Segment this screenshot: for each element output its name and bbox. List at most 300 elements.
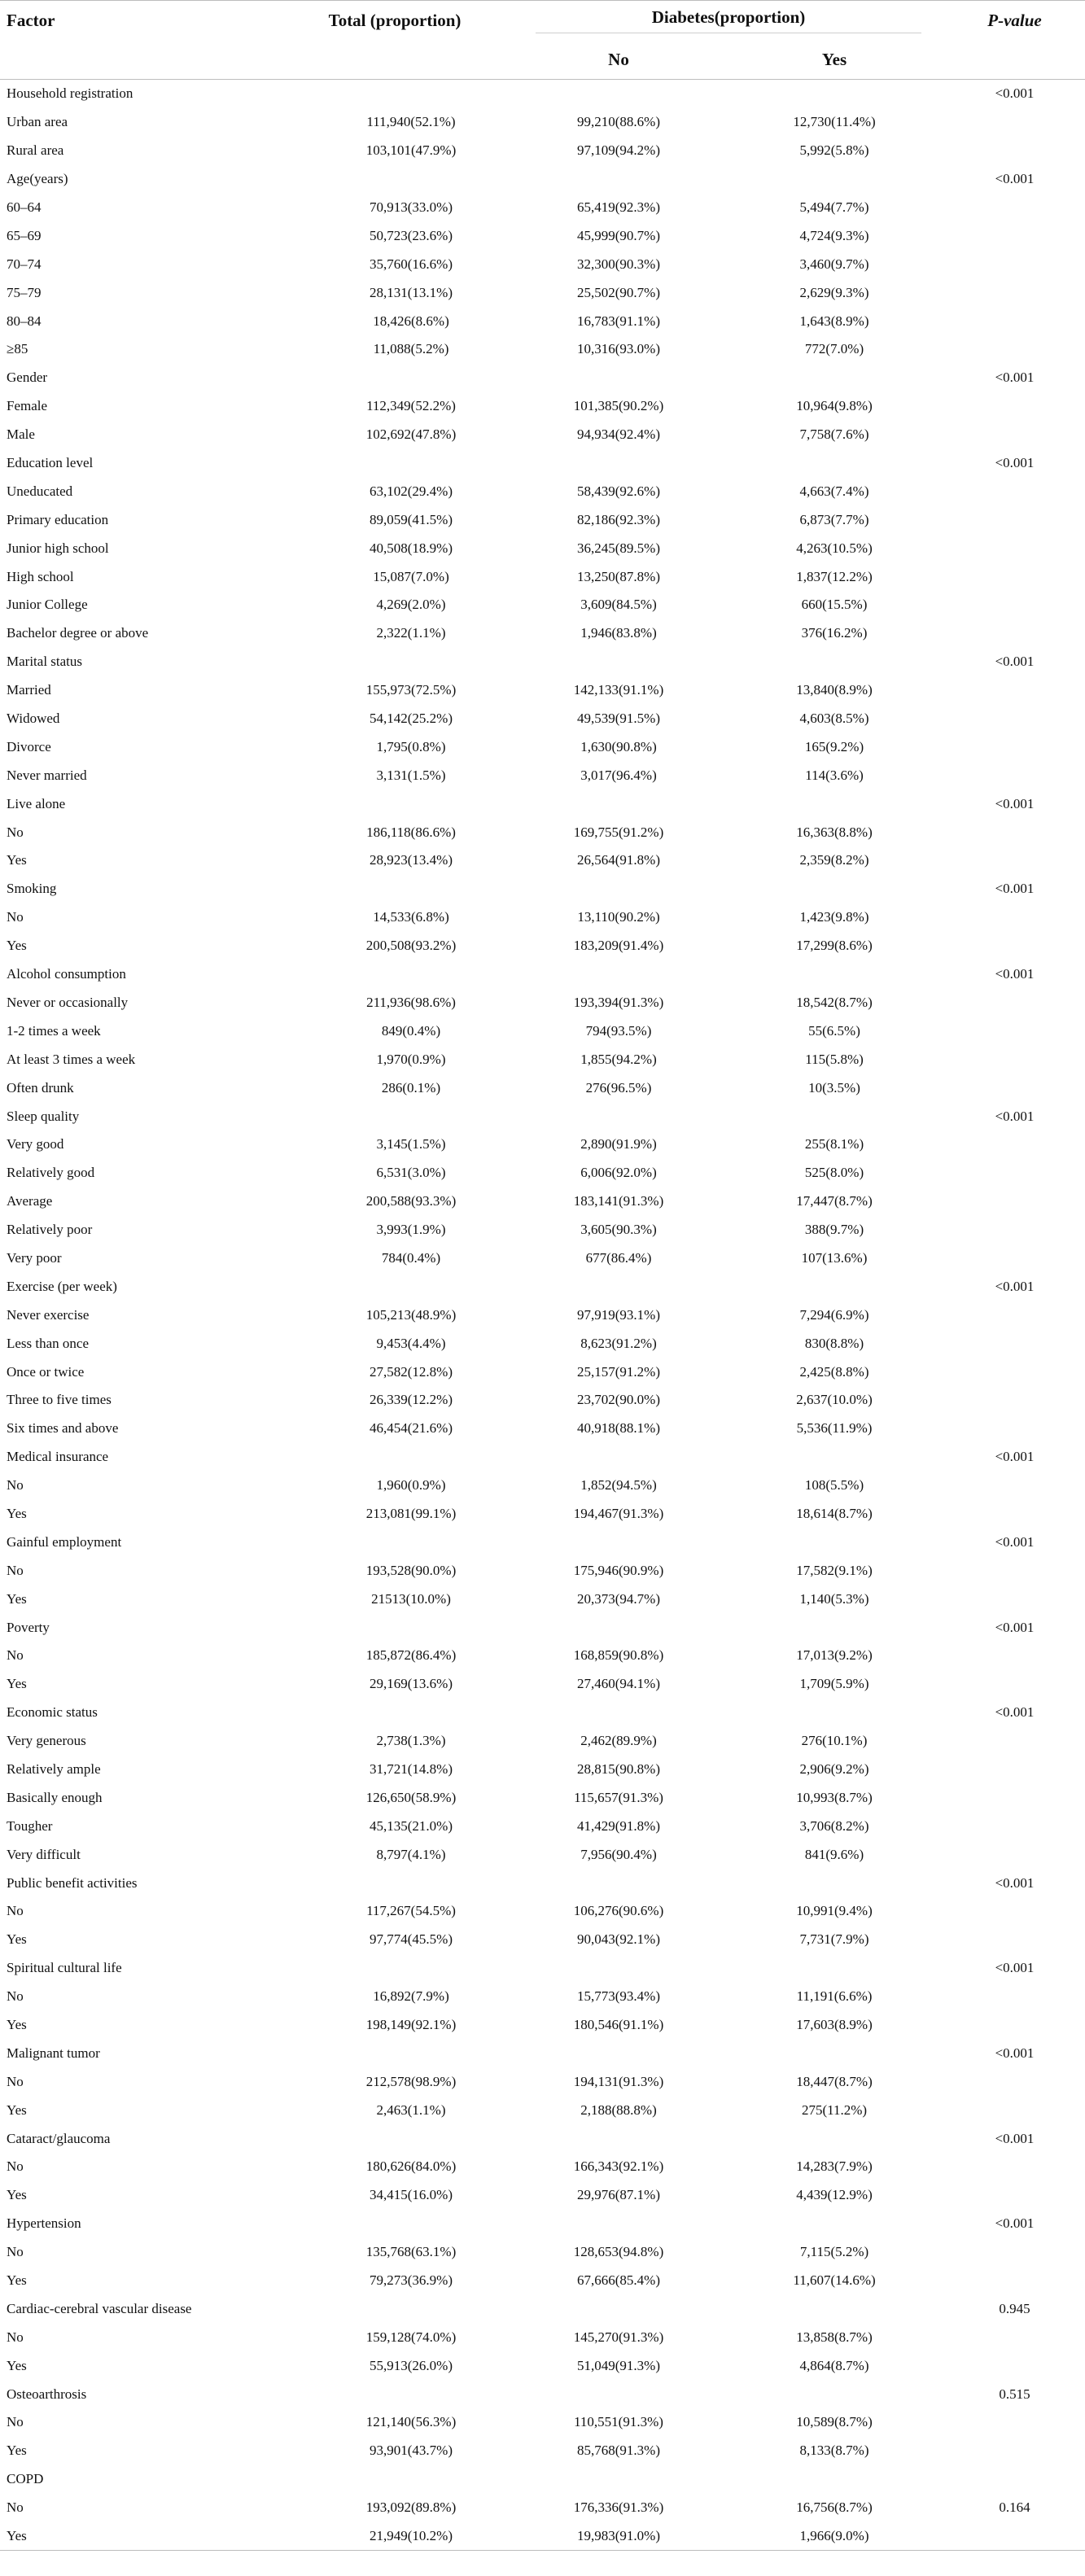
table-row (0, 1670, 1085, 1699)
p-value-cell (944, 505, 1085, 534)
total-cell (277, 449, 513, 478)
p-value-cell (944, 108, 1085, 137)
total-cell: 2,322(1.1%) (376, 625, 446, 641)
table-row (0, 562, 1085, 591)
total-cell: 70,913(33.0%) (370, 199, 453, 215)
p-value-cell (944, 1642, 1085, 1670)
yes-cell: 115(5.8%) (805, 1051, 864, 1067)
table-row (0, 1159, 1085, 1187)
no-cell: 145,270(91.3%) (573, 2329, 664, 2345)
yes-cell: 10,993(8.7%) (796, 1789, 873, 1805)
table-row (0, 250, 1085, 278)
factor-cell: Poverty (7, 1619, 50, 1635)
factor-cell: Age(years) (7, 171, 68, 187)
total-cell (277, 648, 513, 676)
table-row (0, 2181, 1085, 2210)
table-row (0, 1756, 1085, 1784)
factor-cell: Public benefit activities (7, 1874, 138, 1891)
factor-cell: Urban area (7, 114, 68, 130)
factor-cell: Uneducated (7, 483, 73, 499)
no-cell (513, 875, 724, 903)
factor-cell: Cataract/glaucoma (7, 2130, 111, 2146)
no-cell: 276(96.5%) (585, 1079, 652, 1096)
no-cell: 110,551(91.3%) (574, 2414, 663, 2430)
table-header (0, 1, 1085, 80)
total-cell: 54,142(25.2%) (370, 711, 453, 727)
yes-cell: 17,582(9.1%) (796, 1562, 873, 1578)
factor-cell: No (7, 909, 24, 925)
table-row (0, 1045, 1085, 1074)
p-value-cell: <0.001 (995, 2215, 1035, 2232)
yes-cell: 10,991(9.4%) (796, 1903, 873, 1919)
no-cell (513, 80, 724, 108)
p-value-cell (944, 1216, 1085, 1244)
factor-cell: Very good (7, 1136, 64, 1152)
p-value-cell (944, 307, 1085, 335)
factor-cell: Very poor (7, 1249, 62, 1266)
yes-cell: 3,460(9.7%) (799, 256, 869, 272)
total-cell: 27,582(12.8%) (370, 1363, 453, 1380)
total-cell: 784(0.4%) (381, 1249, 441, 1266)
header-factor: Factor (0, 1, 277, 41)
table-row (0, 2323, 1085, 2351)
yes-cell (724, 960, 944, 989)
total-cell: 3,993(1.9%) (376, 1222, 446, 1238)
factor-cell: Medical insurance (7, 1449, 109, 1465)
no-cell: 183,209(91.4%) (573, 938, 664, 954)
p-value-cell (944, 619, 1085, 648)
p-value-cell (944, 1812, 1085, 1840)
factor-cell: Less than once (7, 1335, 90, 1351)
p-value-cell (944, 2011, 1085, 2040)
factor-cell: No (7, 2329, 24, 2345)
p-value-cell (944, 1670, 1085, 1699)
header-spacer-total (277, 40, 513, 80)
table-body (0, 80, 1085, 2551)
no-cell: 36,245(89.5%) (577, 540, 660, 556)
table-row (0, 591, 1085, 619)
no-cell: 176,336(91.3%) (573, 2499, 664, 2516)
factor-cell: No (7, 1477, 24, 1494)
factor-cell: Junior high school (7, 540, 109, 556)
p-value-cell (944, 989, 1085, 1017)
p-value-cell (944, 1329, 1085, 1358)
factor-cell: No (7, 2499, 24, 2516)
p-value-cell (944, 1301, 1085, 1329)
factor-cell: COPD (7, 2471, 44, 2487)
yes-cell: 18,542(8.7%) (796, 994, 873, 1010)
p-value-cell (944, 1926, 1085, 1954)
table-row (0, 335, 1085, 364)
total-cell: 26,339(12.2%) (370, 1392, 453, 1408)
total-cell: 18,426(8.6%) (373, 313, 449, 329)
total-cell: 849(0.4%) (381, 1022, 441, 1039)
no-cell (513, 2039, 724, 2067)
p-value-cell (944, 1415, 1085, 1443)
no-cell: 82,186(92.3%) (577, 511, 660, 527)
total-cell: 126,650(58.9%) (365, 1789, 457, 1805)
table-row (0, 960, 1085, 989)
yes-cell (724, 2210, 944, 2238)
factor-cell: No (7, 1988, 24, 2005)
header-diabetes-label: Diabetes(proportion) (536, 7, 921, 33)
total-cell: 185,872(86.4%) (365, 1647, 457, 1664)
p-value-cell (944, 1783, 1085, 1812)
p-value-cell: <0.001 (995, 966, 1035, 982)
table-row (0, 1585, 1085, 1613)
no-cell (513, 1699, 724, 1727)
p-value-cell: <0.001 (995, 1533, 1035, 1550)
no-cell: 13,250(87.8%) (577, 568, 660, 584)
factor-cell: Spiritual cultural life (7, 1960, 122, 1976)
factor-cell: Yes (7, 2357, 27, 2373)
total-cell (277, 2210, 513, 2238)
header-p-value-label: P-value (987, 10, 1042, 30)
total-cell (277, 1102, 513, 1131)
factor-cell: Relatively good (7, 1165, 95, 1181)
no-cell: 128,653(94.8%) (573, 2244, 664, 2260)
total-cell: 211,936(98.6%) (366, 994, 456, 1010)
yes-cell (724, 2124, 944, 2153)
table-row (0, 1301, 1085, 1329)
no-cell: 13,110(90.2%) (577, 909, 660, 925)
no-cell (513, 449, 724, 478)
no-cell: 168,859(90.8%) (573, 1647, 664, 1664)
table-row (0, 1386, 1085, 1415)
factor-cell: Sleep quality (7, 1108, 80, 1124)
no-cell (513, 789, 724, 818)
table-row (0, 1727, 1085, 1756)
total-cell (277, 1869, 513, 1897)
factor-cell: Malignant tumor (7, 2045, 100, 2061)
no-cell: 97,109(94.2%) (577, 142, 660, 159)
total-cell: 8,797(4.1%) (376, 1846, 446, 1862)
no-cell: 26,564(91.8%) (577, 852, 660, 868)
total-cell (277, 2294, 513, 2323)
table-row (0, 1699, 1085, 1727)
yes-cell: 8,133(8.7%) (799, 2443, 869, 2459)
total-cell (277, 364, 513, 392)
p-value-cell (944, 1756, 1085, 1784)
total-cell: 2,738(1.3%) (376, 1733, 446, 1749)
p-value-cell (944, 477, 1085, 505)
table-row (0, 534, 1085, 562)
no-cell (513, 2124, 724, 2153)
factor-cell: Never or occasionally (7, 994, 129, 1010)
total-cell (277, 1699, 513, 1727)
table-row (0, 705, 1085, 733)
p-value-cell (944, 1244, 1085, 1273)
no-cell: 99,210(88.6%) (577, 114, 660, 130)
factor-cell: Rural area (7, 142, 64, 159)
yes-cell: 255(8.1%) (804, 1136, 864, 1152)
factor-cell: Yes (7, 852, 27, 868)
p-value-cell (944, 1131, 1085, 1159)
factor-cell: Average (7, 1193, 53, 1209)
table-row (0, 1869, 1085, 1897)
total-cell (277, 1954, 513, 1983)
factor-cell: 60–64 (7, 199, 42, 215)
no-cell: 677(86.4%) (585, 1249, 652, 1266)
no-cell: 25,502(90.7%) (577, 284, 660, 300)
table-row (0, 2238, 1085, 2267)
factor-cell: Basically enough (7, 1789, 103, 1805)
total-cell (277, 1613, 513, 1642)
yes-cell: 17,447(8.7%) (796, 1193, 873, 1209)
no-cell: 8,623(91.2%) (580, 1335, 657, 1351)
no-cell: 166,343(92.1%) (573, 2158, 664, 2175)
yes-cell (724, 1528, 944, 1556)
total-cell: 2,463(1.1%) (376, 2101, 446, 2118)
total-cell: 1,970(0.9%) (376, 1051, 446, 1067)
factor-cell: Smoking (7, 881, 57, 897)
no-cell: 94,934(92.4%) (577, 426, 660, 443)
total-cell (277, 2465, 513, 2494)
yes-cell (724, 80, 944, 108)
p-value-cell (944, 1585, 1085, 1613)
no-cell (513, 364, 724, 392)
total-cell: 3,131(1.5%) (376, 767, 446, 783)
table-row (0, 2408, 1085, 2437)
factor-cell: Relatively poor (7, 1222, 93, 1238)
p-value-cell: <0.001 (995, 1619, 1035, 1635)
no-cell: 85,768(91.3%) (577, 2443, 660, 2459)
table-row (0, 1415, 1085, 1443)
total-cell: 15,087(7.0%) (373, 568, 449, 584)
table-row (0, 1642, 1085, 1670)
no-cell: 169,755(91.2%) (573, 824, 664, 840)
yes-cell: 7,294(6.9%) (799, 1306, 869, 1323)
yes-cell (724, 875, 944, 903)
factor-cell: Hypertension (7, 2215, 81, 2232)
table-row (0, 818, 1085, 846)
total-cell: 213,081(99.1%) (365, 1505, 457, 1521)
p-value-cell: <0.001 (995, 85, 1035, 102)
factor-cell: Yes (7, 2101, 27, 2118)
p-value-cell: <0.001 (995, 881, 1035, 897)
no-cell: 29,976(87.1%) (577, 2187, 660, 2203)
no-cell: 1,946(83.8%) (580, 625, 657, 641)
no-cell (513, 2465, 724, 2494)
p-value-cell (944, 221, 1085, 250)
factor-cell: Primary education (7, 511, 109, 527)
header-spacer-factor (0, 40, 277, 80)
p-value-cell (944, 562, 1085, 591)
p-value-cell (944, 2323, 1085, 2351)
table-row (0, 1500, 1085, 1529)
factor-cell: 70–74 (7, 256, 42, 272)
yes-cell: 10,589(8.7%) (796, 2414, 873, 2430)
total-cell: 93,901(43.7%) (370, 2443, 453, 2459)
total-cell: 112,349(52.2%) (366, 398, 456, 414)
no-cell: 7,956(90.4%) (580, 1846, 657, 1862)
total-cell: 46,454(21.6%) (370, 1420, 453, 1437)
p-value-cell (944, 1472, 1085, 1500)
total-cell (277, 789, 513, 818)
p-value-cell (944, 2181, 1085, 2210)
p-value-cell (944, 1074, 1085, 1102)
total-cell: 63,102(29.4%) (370, 483, 453, 499)
total-cell: 200,508(93.2%) (365, 938, 457, 954)
factor-cell: Yes (7, 2187, 27, 2203)
yes-cell: 18,447(8.7%) (796, 2073, 873, 2089)
p-value-cell (944, 2067, 1085, 2096)
p-value-cell (944, 392, 1085, 421)
factor-cell: Live alone (7, 795, 66, 811)
table-row (0, 1926, 1085, 1954)
table-row (0, 932, 1085, 960)
table-row (0, 2210, 1085, 2238)
factor-cell: ≥85 (7, 341, 28, 357)
p-value-cell: <0.001 (995, 2130, 1035, 2146)
yes-cell: 388(9.7%) (804, 1222, 864, 1238)
p-value-cell: 0.515 (999, 2386, 1030, 2402)
total-cell: 11,088(5.2%) (373, 341, 449, 357)
factor-cell: Often drunk (7, 1079, 74, 1096)
p-value-cell (944, 591, 1085, 619)
p-value-cell (944, 1727, 1085, 1756)
table-row (0, 1358, 1085, 1386)
no-cell: 2,462(89.9%) (580, 1733, 657, 1749)
no-cell: 794(93.5%) (585, 1022, 652, 1039)
no-cell: 97,919(93.1%) (577, 1306, 660, 1323)
factor-cell: Alcohol consumption (7, 966, 126, 982)
yes-cell: 16,756(8.7%) (796, 2499, 873, 2516)
p-value-cell (944, 733, 1085, 761)
no-cell: 67,666(85.4%) (577, 2272, 660, 2289)
total-cell: 212,578(98.9%) (365, 2073, 457, 2089)
no-cell: 180,546(91.1%) (573, 2017, 664, 2032)
table-row (0, 2522, 1085, 2551)
no-cell: 2,188(88.8%) (580, 2101, 657, 2118)
yes-cell: 4,724(9.3%) (799, 227, 869, 243)
p-value-cell: <0.001 (995, 1108, 1035, 1124)
total-cell: 79,273(36.9%) (370, 2272, 453, 2289)
table-row (0, 1840, 1085, 1869)
yes-cell: 1,837(12.2%) (796, 568, 873, 584)
factor-cell: At least 3 times a week (7, 1051, 136, 1067)
yes-cell: 276(10.1%) (801, 1733, 868, 1749)
yes-cell: 55(6.5%) (808, 1022, 860, 1039)
table-row (0, 989, 1085, 1017)
no-cell (513, 2294, 724, 2323)
table-row (0, 1472, 1085, 1500)
p-value-cell (944, 705, 1085, 733)
p-value-cell (944, 761, 1085, 789)
table-row (0, 875, 1085, 903)
yes-cell: 165(9.2%) (804, 738, 864, 754)
p-value-cell (944, 1187, 1085, 1216)
p-value-cell (944, 278, 1085, 307)
no-cell (513, 1613, 724, 1642)
p-value-cell (944, 1159, 1085, 1187)
table-row (0, 421, 1085, 449)
table-row (0, 1556, 1085, 1585)
factor-cell: Never married (7, 767, 87, 783)
no-cell: 2,890(91.9%) (580, 1136, 657, 1152)
yes-cell (724, 1613, 944, 1642)
no-cell: 51,049(91.3%) (577, 2357, 660, 2373)
yes-cell: 772(7.0%) (804, 341, 864, 357)
yes-cell: 1,709(5.9%) (799, 1676, 869, 1692)
no-cell: 23,702(90.0%) (577, 1392, 660, 1408)
table-row (0, 1783, 1085, 1812)
factor-cell: High school (7, 568, 74, 584)
total-cell (277, 165, 513, 194)
factor-cell: Yes (7, 1676, 27, 1692)
p-value-cell: <0.001 (995, 171, 1035, 187)
p-value-cell (944, 2267, 1085, 2295)
table-row (0, 477, 1085, 505)
yes-cell: 108(5.5%) (804, 1477, 864, 1494)
p-value-cell (944, 1840, 1085, 1869)
table-row (0, 1244, 1085, 1273)
yes-cell (724, 1699, 944, 1727)
p-value-cell (944, 1983, 1085, 2011)
no-cell (513, 1528, 724, 1556)
table-row (0, 80, 1085, 108)
p-value-cell (944, 137, 1085, 165)
table-row (0, 1131, 1085, 1159)
p-value-cell (944, 903, 1085, 932)
p-value-cell: 0.945 (999, 2300, 1030, 2316)
yes-cell: 841(9.6%) (804, 1846, 864, 1862)
total-cell: 117,267(54.5%) (366, 1903, 456, 1919)
table-row (0, 137, 1085, 165)
factor-cell: No (7, 1647, 24, 1664)
p-value-cell (944, 676, 1085, 705)
factor-cell: Yes (7, 2017, 27, 2032)
total-cell (277, 875, 513, 903)
table-row (0, 364, 1085, 392)
yes-cell: 10(3.5%) (808, 1079, 860, 1096)
p-value-cell (944, 534, 1085, 562)
table-row (0, 392, 1085, 421)
factor-cell: Relatively ample (7, 1760, 101, 1777)
yes-cell: 17,013(9.2%) (796, 1647, 873, 1664)
total-cell: 97,774(45.5%) (370, 1931, 453, 1948)
no-cell: 27,460(94.1%) (577, 1676, 660, 1692)
no-cell (513, 1954, 724, 1983)
p-value-cell (944, 2408, 1085, 2437)
yes-cell (724, 2039, 944, 2067)
no-cell: 40,918(88.1%) (577, 1420, 660, 1437)
p-value-cell (944, 932, 1085, 960)
factor-cell: Tougher (7, 1817, 53, 1834)
factor-cell: Gender (7, 370, 48, 386)
p-value-cell (944, 1500, 1085, 1529)
table-row (0, 676, 1085, 705)
p-value-cell (944, 1045, 1085, 1074)
yes-cell (724, 2465, 944, 2494)
yes-cell: 7,758(7.6%) (799, 426, 869, 443)
factor-cell: No (7, 1903, 24, 1919)
total-cell: 14,533(6.8%) (373, 909, 449, 925)
total-cell (277, 1528, 513, 1556)
total-cell: 28,923(13.4%) (370, 852, 453, 868)
table-row (0, 1329, 1085, 1358)
yes-cell (724, 364, 944, 392)
yes-cell (724, 1954, 944, 1983)
total-cell: 1,960(0.9%) (376, 1477, 446, 1494)
no-cell (513, 1869, 724, 1897)
total-cell: 193,528(90.0%) (365, 1562, 457, 1578)
p-value-cell (944, 1017, 1085, 1045)
no-cell: 32,300(90.3%) (577, 256, 660, 272)
factor-cell: Gainful employment (7, 1533, 122, 1550)
factor-cell: Osteoarthrosis (7, 2386, 87, 2402)
factor-cell: No (7, 1562, 24, 1578)
